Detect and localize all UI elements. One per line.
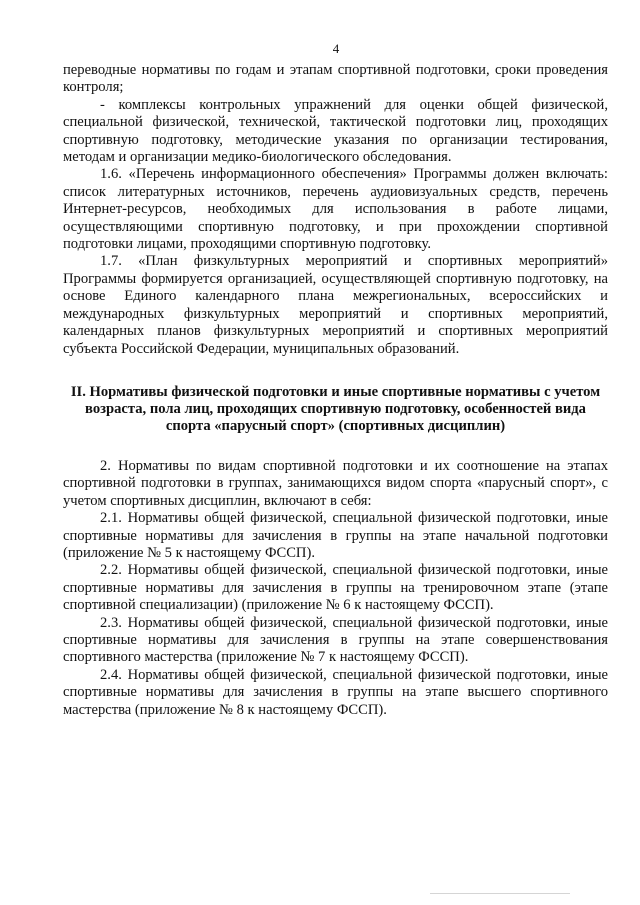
paragraph-1-6-information: 1.6. «Перечень информационного обеспечения» Программы должен включать: список литературных источников, перечень аудиовизуальных средств, перечень Интернет-ресурсов, необходимых для использования в работе лицами, осуществляющими спортивную подготовку, и при прохождении спортивной подготовки лицами, проходящими спортивную подготовку. <box>63 166 608 253</box>
paragraph-2-2: 2.2. Нормативы общей физической, специальной физической подготовки, иные спортивные нормативы для зачисления в группы на тренировочном этапе (этапе спортивной специализации) (приложение № 6 к настоящему ФССП). <box>63 562 608 614</box>
page-number: 4 <box>332 41 340 56</box>
paragraph-2-4: 2.4. Нормативы общей физической, специальной физической подготовки, иные спортивные нормативы для зачисления в группы на этапе высшего спортивного мастерства (приложение № 8 к настоящему ФССП). <box>63 666 608 718</box>
paragraph-1-7-events-plan: 1.7. «План физкультурных мероприятий и спортивных мероприятий» Программы формируется организацией, осуществляющей спортивную подготовку, на основе Единого календарного плана межрегиональных, всероссийских и международных физкультурных мероприятий и спортивных мероприятий, календарных планов физкультурных мероприятий и спортивных мероприятий субъекта Российской Федерации, муниципальных образований. <box>63 253 608 357</box>
scan-artifact <box>430 893 570 894</box>
document-body <box>63 62 608 719</box>
paragraph-2-1: 2.1. Нормативы общей физической, специальной физической подготовки, иные спортивные нормативы для зачисления в группы на этапе начальной подготовки (приложение № 5 к настоящему ФССП). <box>63 510 608 561</box>
paragraph-2-norms: 2. Нормативы по видам спортивной подготовки и их соотношение на этапах спортивной подготовки в группах, занимающихся видом спорта «парусный спорт», с учетом спортивных дисциплин, включают в себя: <box>63 457 608 509</box>
paragraph-control-norms: переводные нормативы по годам и этапам спортивной подготовки, сроки проведения контроля; <box>63 62 608 96</box>
paragraph-exercise-complexes: - комплексы контрольных упражнений для оценки общей физической, специальной физической, технической, тактической подготовки лиц, проходящих спортивную подготовку, методические указания по организации тестирования, методам и организации медико-биологического обследования. <box>63 96 608 166</box>
section-heading: II. Нормативы физической подготовки и иные спортивные нормативы с учетом возраста, пола лиц, проходящих спортивную подготовку, особенностей вида спорта «парусный спорт» (спортивных дисциплин) <box>70 383 601 434</box>
paragraph-2-3: 2.3. Нормативы общей физической, специальной физической подготовки, иные спортивные нормативы для зачисления в группы на этапе совершенствования спортивного мастерства (приложение № 7 к настоящему ФССП). <box>63 614 608 666</box>
